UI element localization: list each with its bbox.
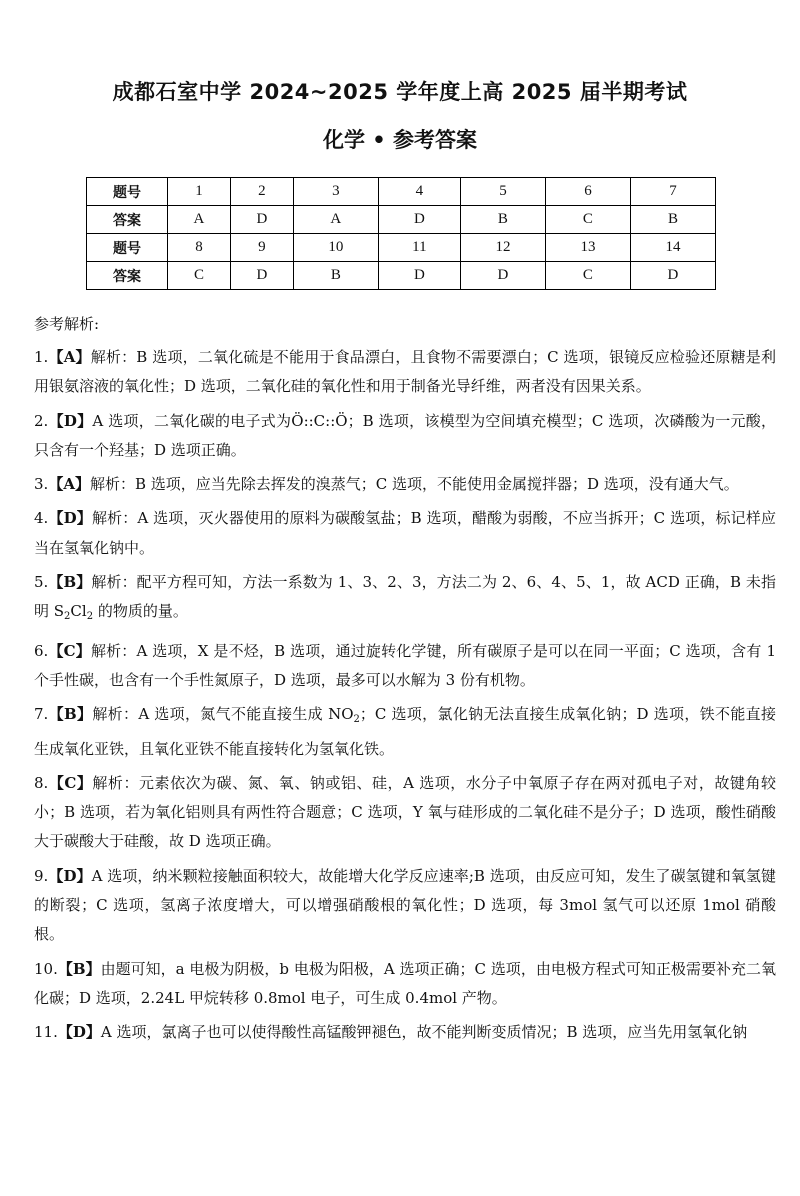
answer-mark: 【D】 <box>48 866 92 885</box>
subscript: 2 <box>64 611 71 623</box>
subscript: 2 <box>353 714 360 726</box>
table-cell: D <box>230 262 293 290</box>
table-cell: 12 <box>460 234 545 262</box>
table-row <box>87 178 716 206</box>
item-number: 4. <box>34 509 49 528</box>
item-number: 9. <box>34 866 49 885</box>
item-text: 解析：A 选项，灭火器使用的原料为碳酸氢盐；B 选项，醋酸为弱酸，不应当拆开；C 选项，标记样应当在氢氧化钠中。 <box>34 509 776 557</box>
item-text: 解析：B 选项，二氧化硫是不能用于食品漂白，且食物不需要漂白；C 选项，银镜反应检验还原糖是利用银氨溶液的氧化性；D 选项，二氧化硅的氧化性和用于制备光导纤维，两者没有因果关系。 <box>34 348 776 396</box>
item-text: 的物质的量。 <box>93 602 188 621</box>
table-cell: 7 <box>630 178 715 206</box>
answer-mark: 【D】 <box>57 1023 101 1042</box>
answer-mark: 【C】 <box>48 773 93 792</box>
table-cell: D <box>630 262 715 290</box>
table-cell: 2 <box>230 178 293 206</box>
table-cell: B <box>293 262 378 290</box>
item-text: 解析：A 选项，氮气不能直接生成 NO <box>92 705 354 724</box>
table-cell: D <box>378 206 460 234</box>
table-cell: A <box>168 206 231 234</box>
answer-mark: 【D】 <box>48 509 92 528</box>
table-cell: 8 <box>168 234 231 262</box>
table-cell: D <box>460 262 545 290</box>
table-cell: 6 <box>545 178 630 206</box>
item-text: A 选项，纳米颗粒接触面积较大，故能增大化学反应速率;B 选项，由反应可知，发生了碳氢键和氧氢键的断裂；C 选项，氢离子浓度增大，可以增强硝酸根的氧化性；D 选项，每 3mol 氢气可以还原 1mol 硝酸根。 <box>34 866 776 944</box>
explanation-item-4 <box>34 504 776 563</box>
explanation-item-2 <box>34 407 776 466</box>
item-number: 6. <box>34 641 49 660</box>
row-label-answer: 答案 <box>87 206 168 234</box>
table-row <box>87 206 716 234</box>
item-text: ；B 选项，该模型为空间填充模型；C 选项，次磷酸为一元酸，只含有一个羟基；D 选项正确。 <box>34 411 776 459</box>
answer-mark: 【C】 <box>48 641 91 660</box>
item-text: 由题可知，a 电极为阴极，b 电极为阳极，A 选项正确；C 选项，由电极方程式可知正极需要补充二氧化碳；D 选项，2.24L 甲烷转移 0.8mol 电子，可生成 0.4mol 产物。 <box>34 959 776 1007</box>
answer-mark: 【B】 <box>57 959 101 978</box>
item-number: 10. <box>34 959 58 978</box>
item-text: 解析：B 选项，应当先除去挥发的溴蒸气；C 选项，不能使用金属搅拌器；D 选项，没有通大气。 <box>89 475 739 494</box>
item-text: 解析：配平方程可知，方法一系数为 1、3、2、3，方法二为 2、6、4、5、1，故 ACD 正确，B 未指明 S <box>34 573 776 621</box>
answer-mark: 【B】 <box>48 705 93 724</box>
item-text: A 选项，二氧化碳的电子式为 <box>92 411 292 430</box>
answer-mark: 【D】 <box>48 411 93 430</box>
answer-mark: 【A】 <box>48 475 90 494</box>
table-cell: 5 <box>460 178 545 206</box>
item-number: 3. <box>34 475 49 494</box>
table-cell: 10 <box>293 234 378 262</box>
table-cell: D <box>378 262 460 290</box>
item-number: 1. <box>34 348 49 366</box>
item-text: 解析：元素依次为碳、氮、氧、钠或铝、硅，A 选项，水分子中氧原子存在两对孤电子对，故键角较小；B 选项，若为氧化铝则具有两性符合题意；C 选项，Y 氧与硅形成的二氧化硅不是分子；D 选项，酸性硝酸大于碳酸大于硅酸，故 D 选项正确。 <box>34 773 776 851</box>
item-text: A 选项，氯离子也可以使得酸性高锰酸钾褪色，故不能判断变质情况；B 选项，应当先用氢氧化钠 <box>100 1023 748 1042</box>
explanation-list <box>34 343 776 1053</box>
row-label-number: 题号 <box>87 178 168 206</box>
subscript: 2 <box>86 611 94 623</box>
explanation-item-11 <box>34 1018 776 1047</box>
item-number: 5. <box>34 573 49 592</box>
item-number: 2. <box>34 411 49 430</box>
answer-mark: 【B】 <box>48 573 92 592</box>
item-text: Cl <box>70 602 87 621</box>
electron-formula: Ö::C::Ö <box>291 411 348 430</box>
table-cell: 9 <box>230 234 293 262</box>
item-text: ；C 选项，氯化钠无法直接生成氧化钠；D 选项，铁不能直接生成氧化亚铁，且氧化亚铁不能直接转化为氢氧化铁。 <box>34 705 776 758</box>
table-row <box>87 262 716 290</box>
table-cell: 1 <box>168 178 231 206</box>
table-cell: B <box>630 206 715 234</box>
item-text: 解析：A 选项，X 是不烃，B 选项，通过旋转化学键，所有碳原子是可以在同一平面；C 选项，含有 1 个手性碳，也含有一个手性氮原子，D 选项，最多可以水解为 3 份有机物。 <box>34 641 776 689</box>
table-cell: C <box>545 262 630 290</box>
explanation-item-5 <box>34 568 776 632</box>
table-cell: 13 <box>545 234 630 262</box>
table-cell: A <box>293 206 378 234</box>
document-title: 成都石室中学 2024~2025 学年度上高 2025 届半期考试 <box>112 80 688 104</box>
document-subtitle: 化学 • 参考答案 <box>322 128 478 152</box>
section-label: 参考解析: <box>34 315 100 333</box>
explanation-item-1 <box>34 343 776 402</box>
explanation-item-9 <box>34 862 776 950</box>
table-cell: D <box>230 206 293 234</box>
table-cell: C <box>168 262 231 290</box>
row-label-number: 题号 <box>87 234 168 262</box>
item-number: 8. <box>34 773 49 792</box>
item-number: 11. <box>34 1023 58 1042</box>
table-cell: B <box>460 206 545 234</box>
table-row <box>87 234 716 262</box>
table-cell: C <box>545 206 630 234</box>
explanation-item-10 <box>34 955 776 1014</box>
item-number: 7. <box>34 705 49 724</box>
explanation-item-3 <box>34 470 776 499</box>
explanation-item-7 <box>34 700 776 764</box>
table-cell: 4 <box>378 178 460 206</box>
explanation-item-8 <box>34 769 776 857</box>
answer-mark: 【A】 <box>48 348 91 366</box>
row-label-answer: 答案 <box>87 262 168 290</box>
table-cell: 11 <box>378 234 460 262</box>
answer-table <box>86 177 716 290</box>
table-cell: 14 <box>630 234 715 262</box>
table-cell: 3 <box>293 178 378 206</box>
explanation-item-6 <box>34 637 776 696</box>
